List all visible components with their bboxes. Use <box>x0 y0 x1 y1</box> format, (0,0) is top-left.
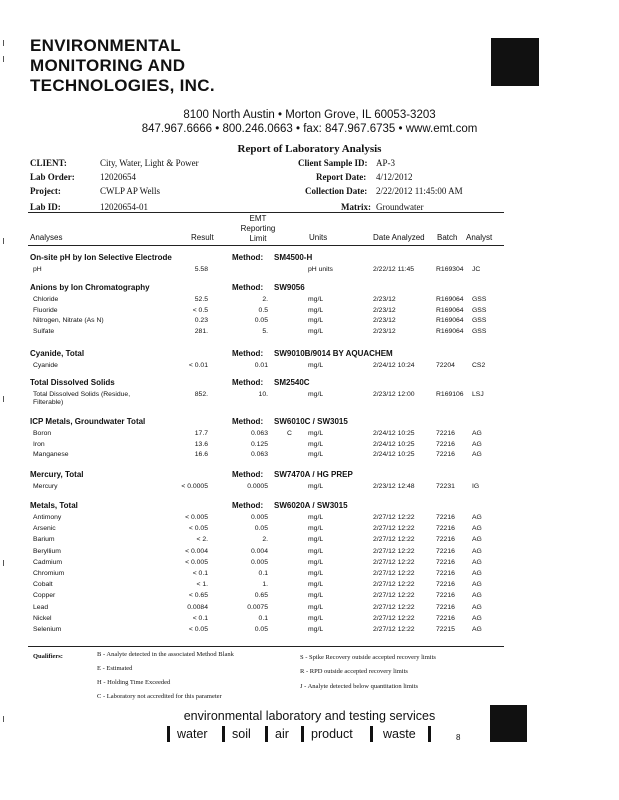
cell-limit: 0.05 <box>254 525 268 533</box>
cell-date: 2/27/12 12:22 <box>373 614 415 622</box>
cell-batch: 72216 <box>436 451 455 458</box>
client-value: City, Water, Light & Power <box>100 158 199 168</box>
cell-date: 2/23/12 <box>373 317 396 324</box>
method-label: Method: <box>232 253 264 262</box>
cell-result: 852. <box>194 391 208 398</box>
cell-limit: 5. <box>262 327 268 335</box>
cell-result: < 1. <box>196 581 208 589</box>
col-analyst: Analyst <box>466 233 493 242</box>
cell-units: mg/L <box>308 536 324 544</box>
cell-batch: 72216 <box>436 514 455 521</box>
service-soil: soil <box>232 727 251 741</box>
cell-batch: 72216 <box>436 536 455 544</box>
report-date-label: Report Date: <box>316 172 367 182</box>
cell-name: Nitrogen, Nitrate (As N) <box>33 317 104 324</box>
section-title: Mercury, Total <box>30 470 84 479</box>
cell-limit: 0.004 <box>250 547 268 555</box>
cell-date: 2/22/12 11:45 <box>373 266 415 273</box>
table-header-divider <box>28 245 504 246</box>
lab-id-value: 12020654-01 <box>100 202 148 212</box>
cell-date: 2/24/12 10:25 <box>373 451 415 458</box>
cell-batch: 72216 <box>436 581 455 589</box>
cell-units: mg/L <box>308 483 324 490</box>
method-value: SW9056 <box>274 283 305 292</box>
cell-result: 281. <box>194 327 208 335</box>
cell-analyst: GSS <box>472 327 487 335</box>
section-title: Anions by Ion Chromatography <box>30 283 150 292</box>
cell-limit: 0.005 <box>250 514 268 521</box>
cell-limit: 0.005 <box>250 558 268 566</box>
cell-date: 2/24/12 10:25 <box>373 430 415 437</box>
footer-bar <box>222 726 225 742</box>
cell-batch: R169064 <box>436 296 464 303</box>
footer-logo <box>490 705 527 742</box>
scan-mark <box>3 396 4 402</box>
cell-analyst: AG <box>472 536 482 544</box>
cell-name: Cyanide <box>33 362 58 369</box>
page-number: 8 <box>456 733 461 742</box>
section-title: Metals, Total <box>30 501 78 510</box>
cell-batch: R169304 <box>436 266 464 273</box>
cell-units: mg/L <box>308 547 324 555</box>
qualifier-j: J - Analyte detected below quantitation limits <box>300 683 419 690</box>
cell-analyst: GSS <box>472 306 487 314</box>
section-title: On-site pH by Ion Selective Electrode <box>30 253 172 262</box>
scan-mark <box>3 56 4 62</box>
cell-analyst: JC <box>472 266 481 273</box>
cell-limit: 2. <box>262 536 268 544</box>
sample-id-value: AP-3 <box>376 158 396 168</box>
cell-analyst: AG <box>472 570 482 577</box>
cell-units: mg/L <box>308 296 324 303</box>
cell-result: 0.23 <box>194 317 208 324</box>
cell-name: Nickel <box>33 614 52 622</box>
cell-analyst: AG <box>472 525 482 533</box>
cell-name: Antimony <box>33 514 62 521</box>
method-label: Method: <box>232 349 264 358</box>
collection-date-value: 2/22/2012 11:45:00 AM <box>376 186 463 196</box>
cell-result: 13.6 <box>194 440 208 448</box>
header-divider <box>28 212 504 213</box>
cell-date: 2/23/12 <box>373 327 396 335</box>
qualifier-s: S - Spike Recovery outside accepted recovery limits <box>300 654 436 661</box>
col-batch: Batch <box>437 233 458 242</box>
cell-result: < 0.1 <box>192 614 208 622</box>
cell-units: mg/L <box>308 430 324 437</box>
cell-batch: R169064 <box>436 327 464 335</box>
company-logo <box>491 38 539 86</box>
cell-name-continued: Filterable) <box>33 399 64 406</box>
cell-limit: 0.01 <box>254 362 268 369</box>
cell-name: Total Dissolved Solids (Residue, <box>33 391 131 398</box>
cell-units: mg/L <box>308 581 324 589</box>
cell-result: < 0.005 <box>185 514 208 521</box>
cell-units: mg/L <box>308 514 324 521</box>
cell-limit: 0.05 <box>254 317 268 324</box>
service-product: product <box>311 727 353 741</box>
cell-batch: 72216 <box>436 525 455 533</box>
method-value: SW9010B/9014 BY AQUACHEM <box>274 349 393 358</box>
collection-date-label: Collection Date: <box>305 186 368 196</box>
cell-units: mg/L <box>308 558 324 566</box>
cell-limit: 0.0005 <box>247 483 268 490</box>
cell-date: 2/27/12 12:22 <box>373 603 415 611</box>
cell-date: 2/27/12 12:22 <box>373 547 415 555</box>
sample-id-label: Client Sample ID: <box>298 158 368 168</box>
cell-limit: 0.05 <box>254 626 268 633</box>
cell-units: mg/L <box>308 592 324 600</box>
scan-mark <box>3 40 4 46</box>
cell-batch: R169064 <box>436 317 464 324</box>
cell-result: 52.5 <box>194 296 208 303</box>
cell-batch: 72215 <box>436 626 455 633</box>
cell-result: 17.7 <box>194 430 208 437</box>
cell-limit: 10. <box>258 391 268 398</box>
cell-result: 5.58 <box>194 266 208 273</box>
cell-result: 16.6 <box>194 451 208 458</box>
cell-limit: 0.125 <box>250 440 268 448</box>
method-value: SW6010C / SW3015 <box>274 417 348 426</box>
section-title: Cyanide, Total <box>30 349 85 358</box>
cell-name: Beryllium <box>33 547 61 555</box>
method-label: Method: <box>232 283 264 292</box>
lab-order-value: 12020654 <box>100 172 136 182</box>
project-value: CWLP AP Wells <box>100 186 160 196</box>
qualifier-r: R - RPD outside accepted recovery limits <box>300 668 408 675</box>
qualifier-c: C - Laboratory not accredited for this parameter <box>97 693 222 700</box>
cell-name: Boron <box>33 430 52 437</box>
cell-units: mg/L <box>308 440 324 448</box>
cell-result: < 0.004 <box>185 547 208 555</box>
footer-bar <box>428 726 431 742</box>
cell-result: < 2. <box>196 536 208 544</box>
cell-name: Cobalt <box>33 581 53 589</box>
cell-batch: R169106 <box>436 391 464 398</box>
company-name-line3: TECHNOLOGIES, INC. <box>30 76 215 95</box>
cell-analyst: GSS <box>472 317 487 324</box>
cell-date: 2/27/12 12:22 <box>373 525 415 533</box>
cell-date: 2/27/12 12:22 <box>373 592 415 600</box>
method-value: SW6020A / SW3015 <box>274 501 348 510</box>
cell-name: Barium <box>33 536 55 544</box>
cell-analyst: LSJ <box>472 391 484 398</box>
qualifier-h: H - Holding Time Exceeded <box>97 679 171 686</box>
cell-name: Manganese <box>33 451 69 458</box>
cell-date: 2/23/12 12:48 <box>373 483 415 490</box>
cell-date: 2/27/12 12:22 <box>373 514 415 521</box>
footer-bar <box>265 726 268 742</box>
cell-analyst: AG <box>472 581 482 589</box>
cell-date: 2/27/12 12:22 <box>373 536 415 544</box>
col-result: Result <box>191 233 214 242</box>
cell-limit: 0.5 <box>258 306 268 314</box>
company-address: 8100 North Austin • Morton Grove, IL 60053-3203 <box>183 109 436 121</box>
cell-result: < 0.5 <box>192 306 208 314</box>
scan-mark <box>3 716 4 722</box>
cell-date: 2/23/12 12:00 <box>373 391 415 398</box>
cell-analyst: AG <box>472 430 482 437</box>
service-water: water <box>177 727 208 741</box>
cell-analyst: AG <box>472 558 482 566</box>
cell-q: C <box>287 430 292 437</box>
cell-batch: 72216 <box>436 570 455 577</box>
cell-analyst: AG <box>472 451 482 458</box>
col-reporting: Reporting <box>240 224 276 233</box>
cell-date: 2/23/12 <box>373 296 396 303</box>
cell-analyst: AG <box>472 440 482 448</box>
cell-name: Iron <box>33 440 45 448</box>
cell-date: 2/27/12 12:22 <box>373 558 415 566</box>
company-name-line2: MONITORING AND <box>30 56 186 75</box>
cell-name: pH <box>33 266 42 273</box>
cell-analyst: CS2 <box>472 362 486 369</box>
report-title: Report of Laboratory Analysis <box>237 143 382 155</box>
cell-date: 2/27/12 12:22 <box>373 570 415 577</box>
method-label: Method: <box>232 470 264 479</box>
method-value: SM2540C <box>274 378 310 387</box>
matrix-label: Matrix: <box>341 202 371 212</box>
cell-units: mg/L <box>308 362 324 369</box>
cell-name: Chloride <box>33 296 59 303</box>
cell-units: mg/L <box>308 391 324 398</box>
cell-batch: 72231 <box>436 483 455 490</box>
cell-result: < 0.05 <box>188 626 208 633</box>
cell-date: 2/27/12 12:22 <box>373 581 415 589</box>
method-label: Method: <box>232 501 264 510</box>
lab-id-label: Lab ID: <box>30 202 61 212</box>
method-value: SW7470A / HG PREP <box>274 470 353 479</box>
col-limit: Limit <box>249 234 267 243</box>
cell-batch: 72216 <box>436 558 455 566</box>
cell-units: mg/L <box>308 614 324 622</box>
cell-analyst: IG <box>472 483 480 490</box>
cell-name: Fluoride <box>33 306 58 314</box>
cell-name: Lead <box>33 603 49 611</box>
cell-name: Selenium <box>33 626 62 633</box>
cell-limit: 0.65 <box>254 592 268 600</box>
cell-name: Cadmium <box>33 558 63 566</box>
cell-batch: 72216 <box>436 614 455 622</box>
cell-result: < 0.1 <box>192 570 208 577</box>
cell-result: < 0.01 <box>188 362 208 369</box>
cell-name: Arsenic <box>33 525 56 533</box>
col-emt: EMT <box>249 214 267 223</box>
cell-result: < 0.005 <box>185 558 208 566</box>
project-label: Project: <box>30 186 61 196</box>
col-units: Units <box>309 233 328 242</box>
cell-units: mg/L <box>308 525 324 533</box>
cell-batch: 72216 <box>436 592 455 600</box>
cell-units: mg/L <box>308 570 324 577</box>
cell-units: mg/L <box>308 327 324 335</box>
client-label: CLIENT: <box>30 158 67 168</box>
cell-result: 0.0084 <box>187 603 208 611</box>
cell-units: mg/L <box>308 603 324 611</box>
service-waste: waste <box>383 727 416 741</box>
cell-limit: 1. <box>262 581 268 589</box>
cell-limit: 0.063 <box>250 430 268 437</box>
cell-date: 2/23/12 <box>373 306 396 314</box>
company-name-line1: ENVIRONMENTAL <box>30 36 181 55</box>
method-label: Method: <box>232 378 264 387</box>
cell-limit: 0.063 <box>250 451 268 458</box>
cell-analyst: AG <box>472 614 482 622</box>
cell-name: Chromium <box>33 570 65 577</box>
cell-analyst: AG <box>472 592 482 600</box>
qualifiers-divider <box>28 646 504 647</box>
section-title: ICP Metals, Groundwater Total <box>30 417 146 426</box>
cell-batch: 72216 <box>436 547 455 555</box>
service-air: air <box>275 727 289 741</box>
col-date-analyzed: Date Analyzed <box>373 233 425 242</box>
footer-tagline: environmental laboratory and testing services <box>183 709 436 723</box>
cell-analyst: AG <box>472 514 482 521</box>
cell-name: Copper <box>33 592 56 600</box>
cell-name: Sulfate <box>33 327 55 335</box>
qualifiers-label: Qualifiers: <box>33 653 63 660</box>
company-name <box>30 36 215 96</box>
cell-batch: 72216 <box>436 430 455 437</box>
footer-bar <box>301 726 304 742</box>
qualifier-b: B - Analyte detected in the associated Method Blank <box>97 651 234 658</box>
cell-units: mg/L <box>308 306 324 314</box>
cell-units: mg/L <box>308 451 324 458</box>
cell-name: Mercury <box>33 483 58 490</box>
matrix-value: Groundwater <box>376 202 424 212</box>
cell-analyst: GSS <box>472 296 487 303</box>
cell-batch: R169064 <box>436 306 464 314</box>
cell-result: < 0.65 <box>188 592 208 600</box>
cell-result: < 0.0005 <box>181 483 208 490</box>
qualifier-e: E - Estimated <box>97 665 133 672</box>
scan-mark <box>3 560 4 566</box>
method-value: SM4500-H <box>274 253 313 262</box>
footer-bar <box>167 726 170 742</box>
footer-bar <box>370 726 373 742</box>
cell-units: mg/L <box>308 317 324 324</box>
cell-limit: 0.0075 <box>247 603 268 611</box>
cell-batch: 72216 <box>436 603 455 611</box>
cell-limit: 2. <box>262 296 268 303</box>
cell-result: < 0.05 <box>188 525 208 533</box>
cell-limit: 0.1 <box>258 570 268 577</box>
company-phones: 847.967.6666 • 800.246.0663 • fax: 847.967.6735 • www.emt.com <box>141 123 478 135</box>
cell-batch: 72216 <box>436 440 455 448</box>
report-date-value: 4/12/2012 <box>376 172 413 182</box>
cell-units: pH units <box>308 266 333 273</box>
lab-order-label: Lab Order: <box>30 172 75 182</box>
cell-limit: 0.1 <box>258 614 268 622</box>
cell-date: 2/24/12 10:24 <box>373 362 415 369</box>
section-title: Total Dissolved Solids <box>30 378 115 387</box>
col-analyses: Analyses <box>30 233 63 242</box>
method-label: Method: <box>232 417 264 426</box>
cell-batch: 72204 <box>436 362 455 369</box>
cell-units: mg/L <box>308 626 324 633</box>
cell-analyst: AG <box>472 626 482 633</box>
cell-analyst: AG <box>472 603 482 611</box>
cell-date: 2/27/12 12:22 <box>373 626 415 633</box>
cell-date: 2/24/12 10:25 <box>373 440 415 448</box>
scan-mark <box>3 238 4 244</box>
cell-analyst: AG <box>472 547 482 555</box>
